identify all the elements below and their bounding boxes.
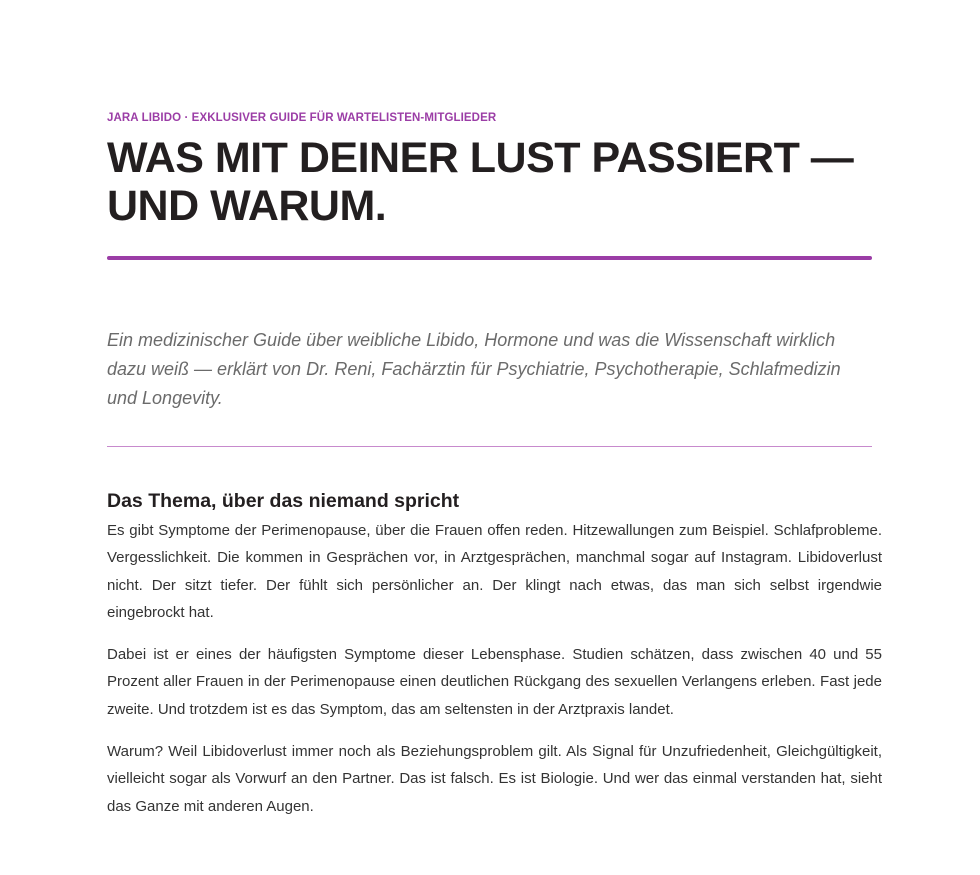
body-paragraph-3: Warum? Weil Libidoverlust immer noch als Beziehungsproblem gilt. Als Signal für Unzufriedenheit, Gleichgültigkeit, vielleicht sogar als Vorwurf an den Partner. Das ist falsch. Es ist Biologie. Und wer das einmal verstanden hat, sieht das Ganze mit anderen Augen. xyxy=(107,743,882,815)
lead-paragraph: Ein medizinischer Guide über weibliche Libido, Hormone und was die Wissenschaft wirklich dazu weiß — erklärt von Dr. Reni, Fachärztin für Psychiatrie, Psychotherapie, Schlafmedizin und Longevity. xyxy=(107,330,841,408)
page-title xyxy=(107,134,872,230)
title-divider xyxy=(107,256,872,260)
body-paragraph-2: Dabei ist er eines der häufigsten Symptome dieser Lebensphase. Studien schätzen, dass zwischen 40 und 55 Prozent aller Frauen in der Perimenopause einen deutlichen Rückgang des sexuellen Verlangens erleben. Fast jede zweite. Und trotzdem ist es das Symptom, das am seltensten in der Arztpraxis landet. xyxy=(107,646,882,718)
title-line-2: UND WARUM. xyxy=(107,182,387,230)
eyebrow-label: JARA LIBIDO · EXKLUSIVER GUIDE FÜR WARTELISTEN-MITGLIEDER xyxy=(107,112,497,124)
section-title: Das Thema, über das niemand spricht xyxy=(107,490,460,512)
body-paragraph-1: Es gibt Symptome der Perimenopause, über die Frauen offen reden. Hitzewallungen zum Beispiel. Schlafprobleme. Vergesslichkeit. Die kommen in Gesprächen vor, in Arztgesprächen, manchmal sogar auf Instagram. Libidoverlust nicht. Der sitzt tiefer. Der fühlt sich persönlicher an. Der klingt nach etwas, das man sich selbst irgendwie eingebrockt hat. xyxy=(107,522,882,621)
title-line-1: WAS MIT DEINER LUST PASSIERT — xyxy=(107,134,854,182)
lead-divider xyxy=(107,446,872,447)
document-page xyxy=(107,110,882,820)
